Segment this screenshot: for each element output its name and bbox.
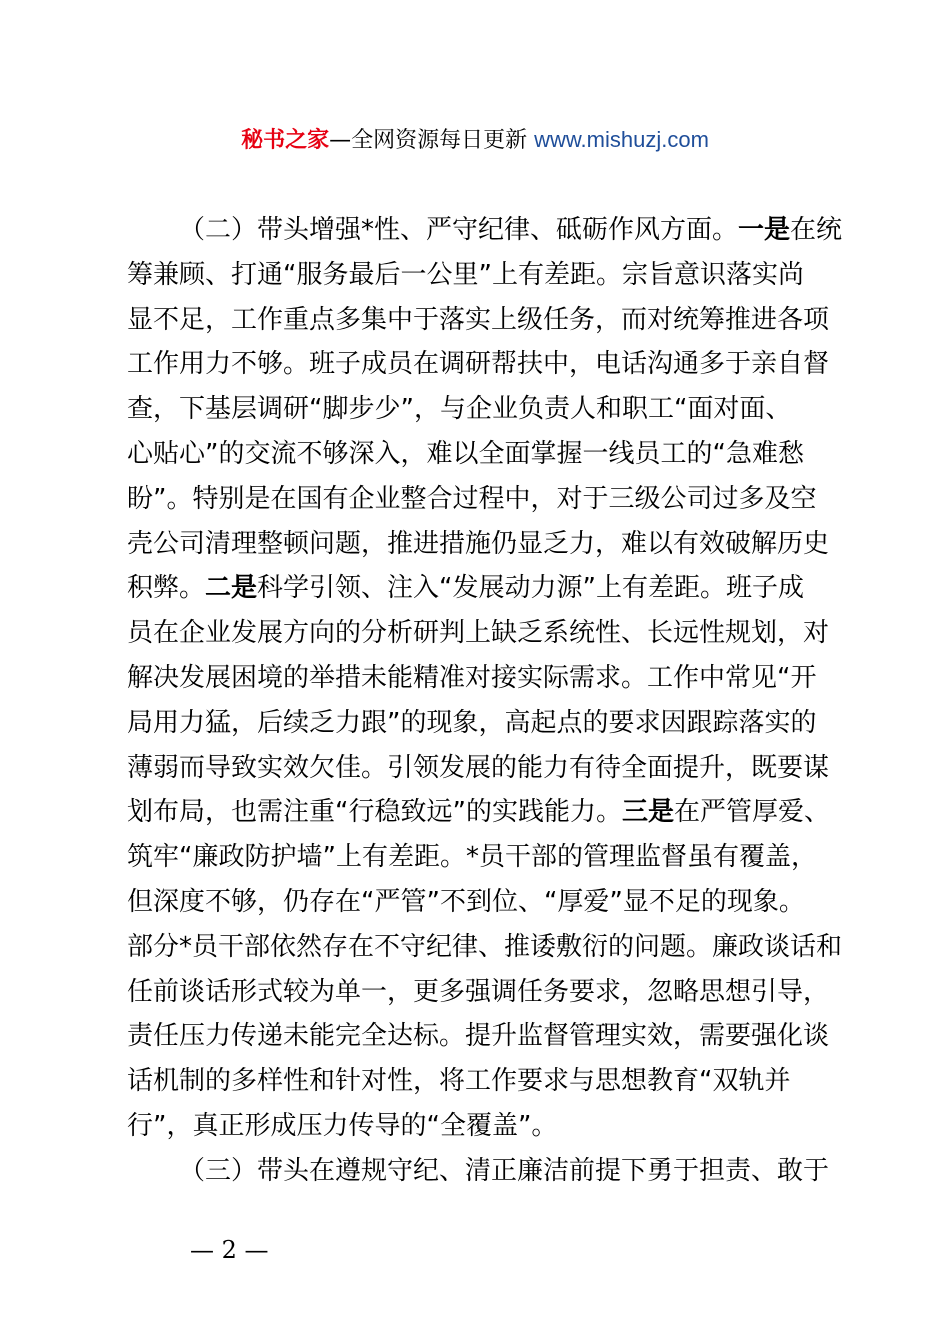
text-line: 积弊。二是科学引领、注入“发展动力源”上有差距。班子成 — [127, 573, 804, 604]
text-line: 但深度不够，仍存在“严管”不到位、“厚爱”显不足的现象。 — [127, 886, 805, 917]
text-line: 局用力猛，后续乏力跟”的现象，高起点的要求因跟踪落实的 — [127, 707, 817, 738]
text-line: 心贴心”的交流不够深入，难以全面掌握一线员工的“急难愁 — [127, 438, 804, 469]
text-line: 查，下基层调研“脚步少”，与企业负责人和职工“面对面、 — [127, 394, 792, 425]
text-line: 筹兼顾、打通“服务最后一公里”上有差距。宗旨意识落实尚 — [127, 259, 804, 290]
text-line: 行”，真正形成压力传导的“全覆盖”。 — [127, 1110, 558, 1141]
text-line: 责任压力传递未能完全达标。提升监督管理实效，需要强化谈 — [127, 1021, 830, 1052]
text-line: 显不足，工作重点多集中于落实上级任务，而对统筹推进各项 — [127, 304, 830, 335]
text-line: 筑牢“廉政防护墙”上有差距。*员干部的管理监督虽有覆盖， — [127, 842, 817, 873]
text-line: 话机制的多样性和针对性，将工作要求与思想教育“双轨并 — [127, 1066, 791, 1097]
banner-tagline: —全网资源每日更新 — [329, 128, 528, 153]
text-line: 薄弱而导致实效欠佳。引领发展的能力有待全面提升，既要谋 — [127, 752, 830, 783]
text-line: 部分*员干部依然存在不守纪律、推诿敷衍的问题。廉政谈话和 — [127, 931, 843, 962]
emphasis-second: 二是 — [205, 573, 258, 604]
document-body — [127, 208, 847, 1194]
site-url[interactable]: www.mishuzj.com — [534, 127, 709, 152]
text-line: 划布局，也需注重“行稳致远”的实践能力。三是在严管厚爱、 — [127, 797, 830, 828]
brand-name: 秘书之家 — [241, 128, 330, 153]
text-line: 员在企业发展方向的分析研判上缺乏系统性、长远性规划，对 — [127, 618, 830, 649]
page-number: — 2 — — [190, 1236, 269, 1264]
text-line: 盼”。特别是在国有企业整合过程中，对于三级公司过多及空 — [127, 483, 817, 514]
emphasis-third: 三是 — [621, 797, 674, 828]
text-line: （三）带头在遵规守纪、清正廉洁前提下勇于担责、敢于 — [179, 1155, 830, 1186]
site-banner — [0, 122, 950, 159]
emphasis-first: 一是 — [738, 215, 791, 245]
text-line: 工作用力不够。班子成员在调研帮扶中，电话沟通多于亲自督 — [127, 349, 830, 380]
text-line: （二）带头增强*性、严守纪律、砥砺作风方面。一是在统 — [179, 215, 843, 245]
text-line: 任前谈话形式较为单一，更多强调任务要求，忽略思想引导， — [127, 976, 830, 1007]
text-line: 壳公司清理整顿问题，推进措施仍显乏力，难以有效破解历史 — [127, 528, 830, 559]
text-line: 解决发展困境的举措未能精准对接实际需求。工作中常见“开 — [127, 662, 817, 693]
